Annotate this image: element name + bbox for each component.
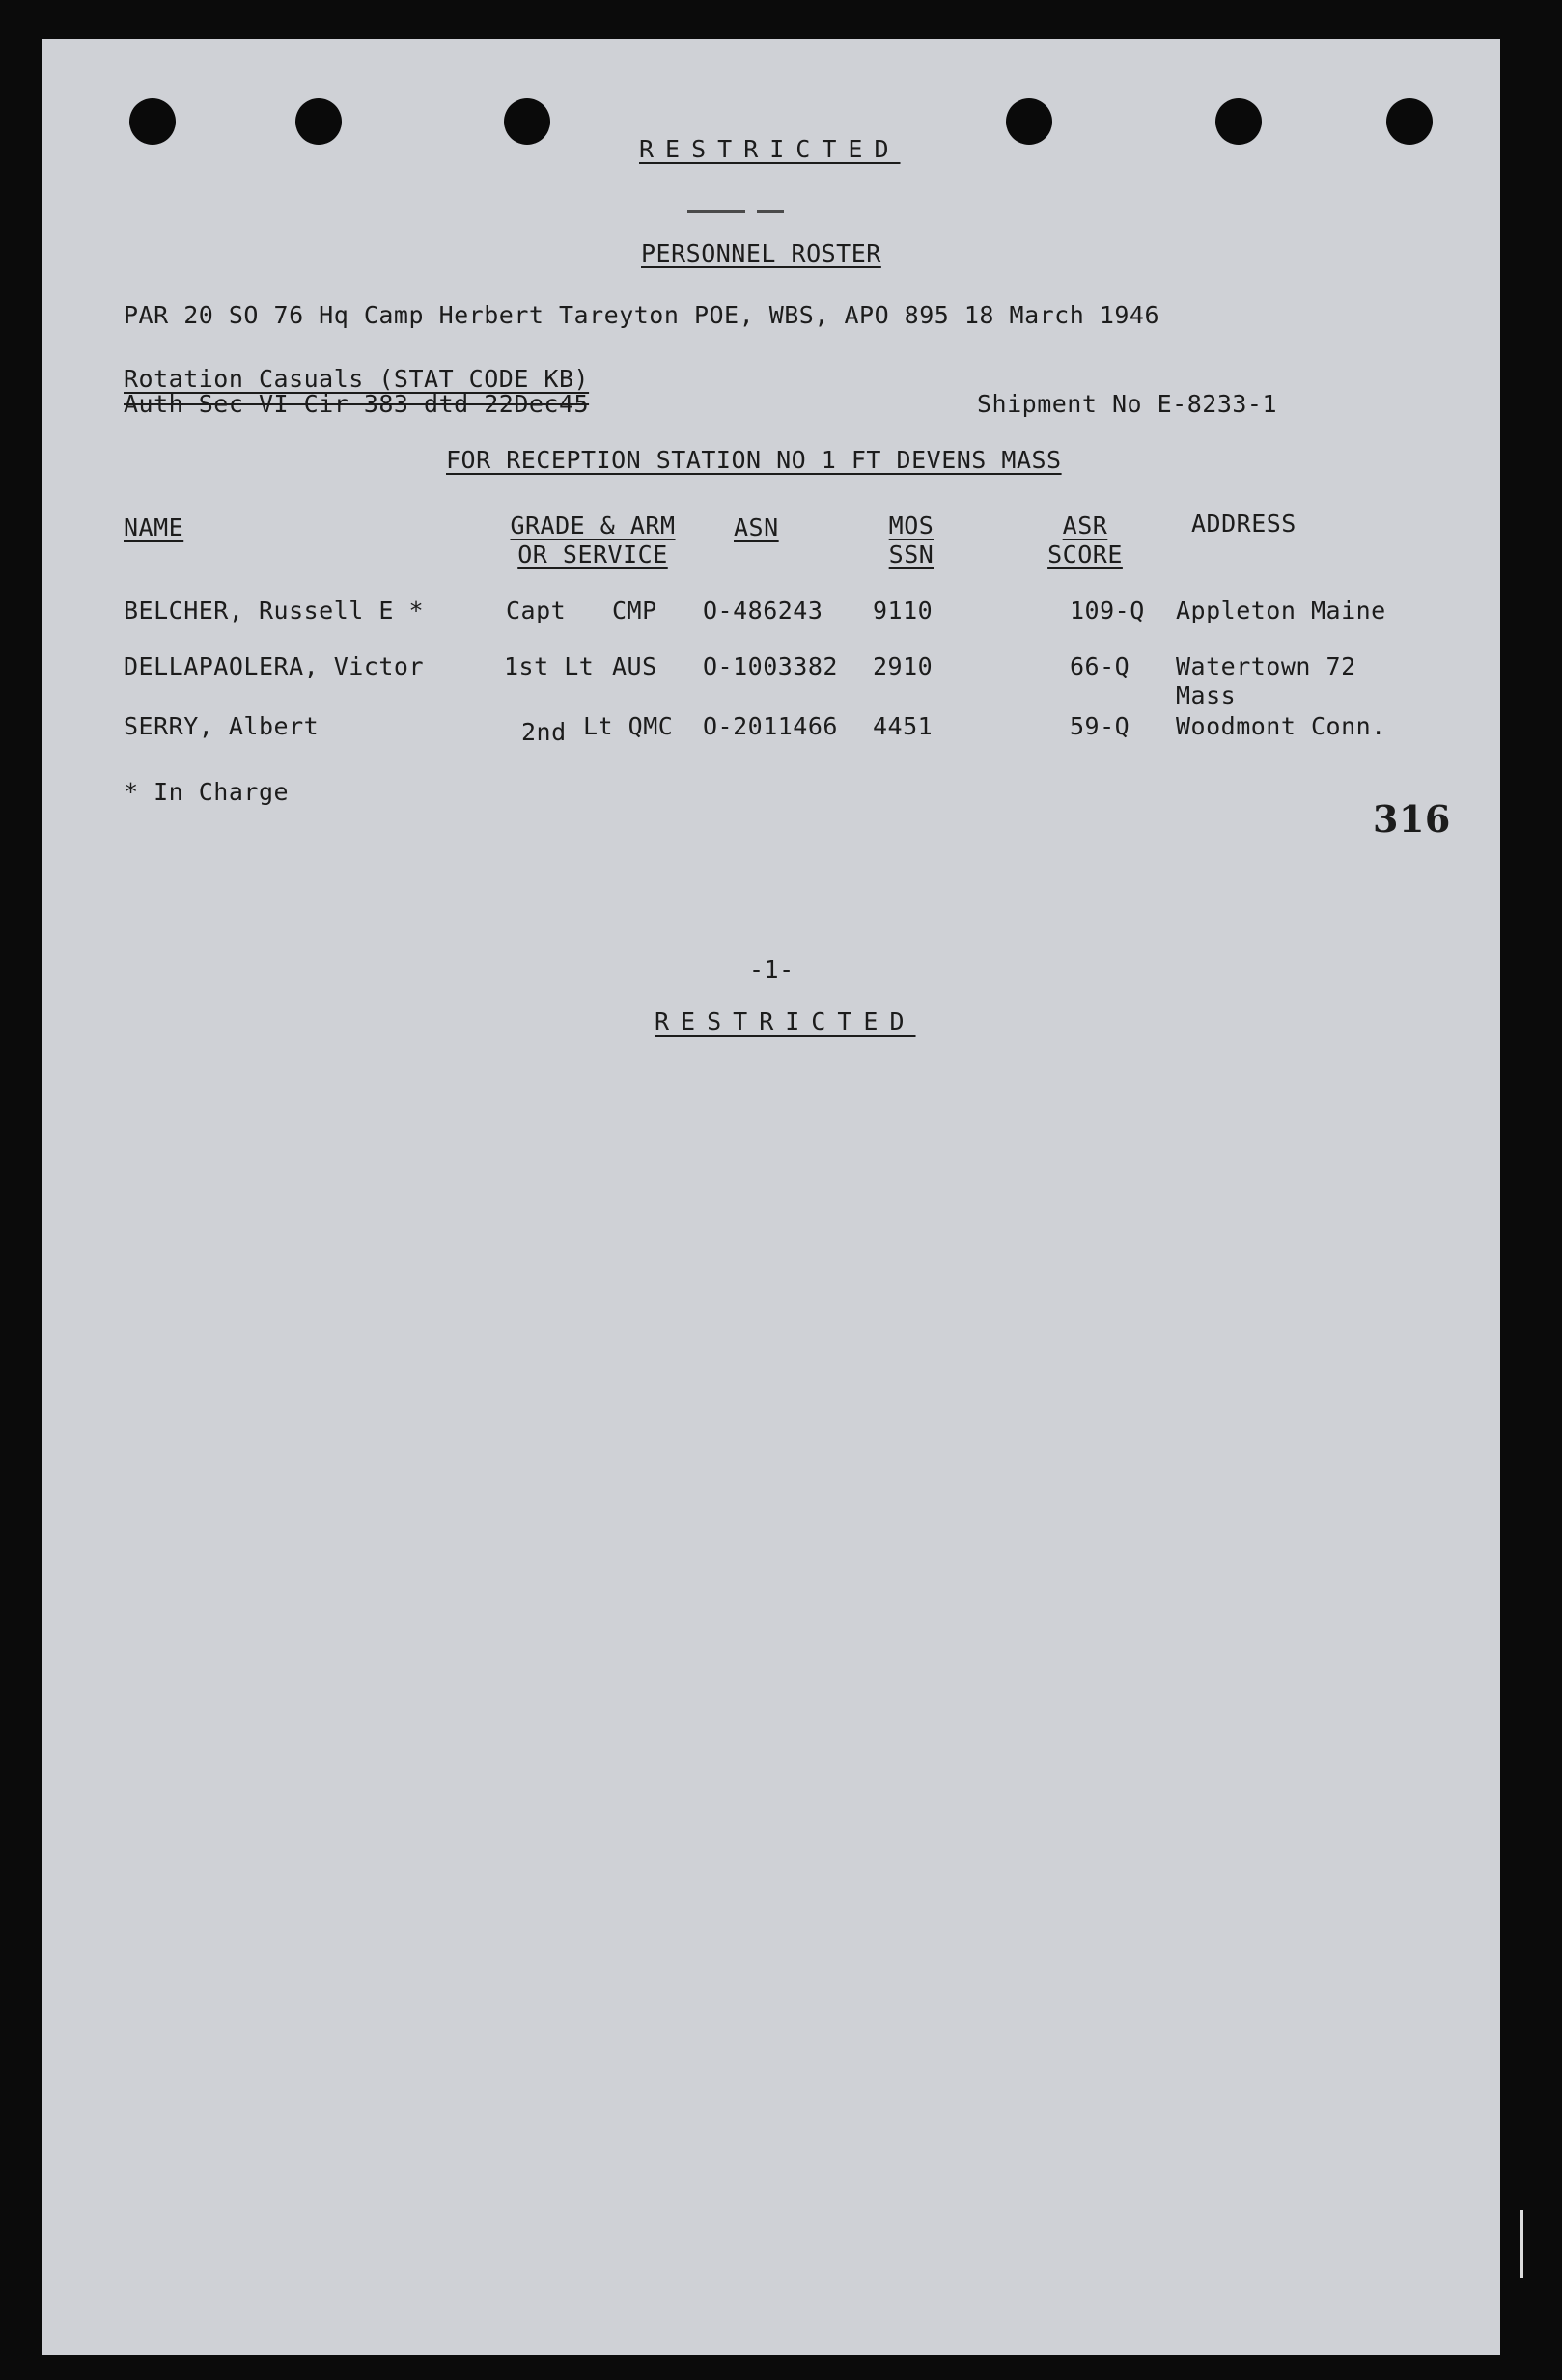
binder-hole — [1386, 98, 1433, 145]
row-mos: 2910 — [873, 652, 934, 680]
row-address-line2: Mass — [1176, 681, 1237, 709]
edge-mark — [1520, 2210, 1523, 2278]
col-header-grade — [467, 512, 718, 569]
row-name: BELCHER, Russell E * — [124, 596, 425, 624]
row-asr: 109-Q — [1070, 596, 1145, 624]
binder-hole — [295, 98, 342, 145]
binder-hole — [1215, 98, 1262, 145]
shipment-number: Shipment No E-8233-1 — [977, 390, 1278, 418]
col-header-address: ADDRESS — [1191, 510, 1297, 538]
auth-line: Auth Sec VI Cir 383 dtd 22Dec45 — [124, 390, 590, 418]
binder-hole — [129, 98, 176, 145]
document-page — [42, 39, 1500, 2355]
binder-hole — [504, 98, 550, 145]
row-arm: Lt QMC — [583, 712, 674, 740]
document-title: PERSONNEL ROSTER — [641, 239, 881, 267]
col-header-asn: ASN — [734, 513, 779, 541]
row-grade: 1st Lt — [504, 652, 595, 680]
col-header-asr-line2: SCORE — [1047, 540, 1123, 568]
smudge-mark — [687, 210, 745, 213]
order-line: PAR 20 SO 76 Hq Camp Herbert Tareyton POE, WBS, APO 895 18 March 1946 — [124, 301, 1160, 329]
classification-bottom: RESTRICTED — [655, 1008, 916, 1036]
col-header-asr — [1027, 512, 1143, 569]
row-arm: AUS — [612, 652, 657, 680]
row-mos: 4451 — [873, 712, 934, 740]
col-header-mos — [873, 512, 950, 569]
smudge-mark — [757, 210, 784, 213]
col-header-grade-line1: GRADE & ARM — [510, 512, 676, 540]
col-header-mos-line2: SSN — [888, 540, 934, 568]
row-asr: 66-Q — [1070, 652, 1130, 680]
row-name: DELLAPAOLERA, Victor — [124, 652, 425, 680]
binder-hole — [1006, 98, 1052, 145]
col-header-grade-line2: OR SERVICE — [517, 540, 668, 568]
footnote: * In Charge — [124, 778, 290, 806]
col-header-name: NAME — [124, 513, 184, 541]
group-line: Rotation Casuals (STAT CODE KB) — [124, 365, 590, 393]
row-grade: 2nd — [521, 718, 567, 746]
col-header-mos-line1: MOS — [888, 512, 934, 540]
row-address: Woodmont Conn. — [1176, 712, 1386, 740]
row-grade: Capt — [506, 596, 567, 624]
destination-line: FOR RECEPTION STATION NO 1 FT DEVENS MASS — [446, 446, 1062, 474]
row-name: SERRY, Albert — [124, 712, 320, 740]
page-number: -1- — [749, 955, 795, 983]
row-mos: 9110 — [873, 596, 934, 624]
row-asr: 59-Q — [1070, 712, 1130, 740]
row-asn: O-486243 — [703, 596, 823, 624]
col-header-asr-line1: ASR — [1062, 512, 1108, 540]
stamp-number: 316 — [1373, 797, 1451, 841]
row-address: Appleton Maine — [1176, 596, 1386, 624]
row-address: Watertown 72 — [1176, 652, 1356, 680]
classification-top: RESTRICTED — [639, 135, 901, 163]
row-asn: O-2011466 — [703, 712, 838, 740]
row-asn: O-1003382 — [703, 652, 838, 680]
row-arm: CMP — [612, 596, 657, 624]
